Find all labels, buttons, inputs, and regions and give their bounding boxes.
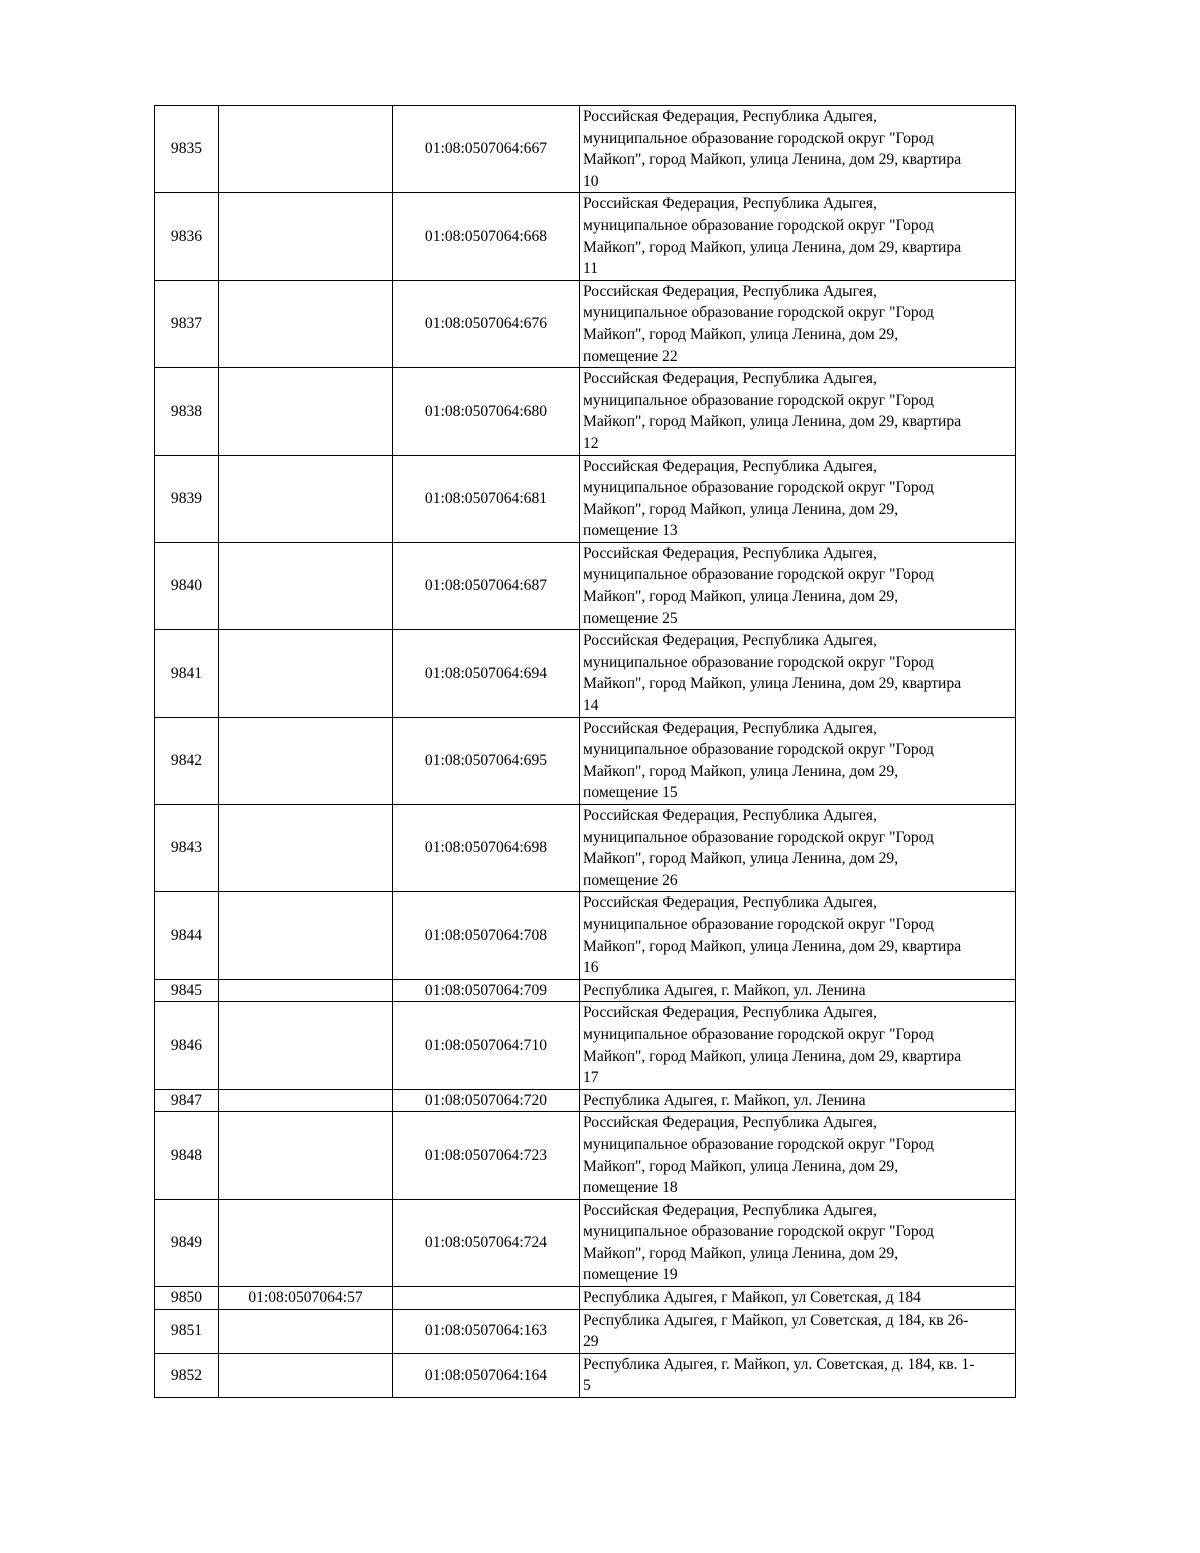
address-cell: Российская Федерация, Республика Адыгея, муниципальное образование городской округ "Город Майкоп", город Майкоп, улица Ленина, дом 29, квартира 17 (580, 1002, 1016, 1089)
table-row (155, 1199, 1016, 1286)
table-row (155, 455, 1016, 542)
table-row (155, 542, 1016, 629)
row-number: 9847 (155, 1089, 219, 1112)
address-cell: Республика Адыгея, г. Майкоп, ул. Ленина (580, 1089, 1016, 1112)
object-cadastral-number: 01:08:0507064:709 (393, 979, 580, 1002)
land-cadastral-number (219, 1309, 393, 1353)
land-cadastral-number (219, 892, 393, 979)
address-cell: Российская Федерация, Республика Адыгея, муниципальное образование городской округ "Город Майкоп", город Майкоп, улица Ленина, дом 29, помещение 22 (580, 280, 1016, 367)
land-cadastral-number (219, 542, 393, 629)
address-cell: Российская Федерация, Республика Адыгея, муниципальное образование городской округ "Город Майкоп", город Майкоп, улица Ленина, дом 29, помещение 25 (580, 542, 1016, 629)
land-cadastral-number (219, 193, 393, 280)
object-cadastral-number: 01:08:0507064:687 (393, 542, 580, 629)
table-row (155, 1287, 1016, 1310)
object-cadastral-number: 01:08:0507064:164 (393, 1353, 580, 1397)
row-number: 9840 (155, 542, 219, 629)
land-cadastral-number (219, 280, 393, 367)
row-number: 9851 (155, 1309, 219, 1353)
object-cadastral-number: 01:08:0507064:163 (393, 1309, 580, 1353)
address-cell: Российская Федерация, Республика Адыгея, муниципальное образование городской округ "Город Майкоп", город Майкоп, улица Ленина, дом 29, квартира 12 (580, 368, 1016, 455)
row-number: 9852 (155, 1353, 219, 1397)
table-row (155, 717, 1016, 804)
table-row (155, 106, 1016, 193)
land-cadastral-number (219, 1112, 393, 1199)
row-number: 9837 (155, 280, 219, 367)
table-row (155, 630, 1016, 717)
row-number: 9836 (155, 193, 219, 280)
address-cell: Российская Федерация, Республика Адыгея, муниципальное образование городской округ "Город Майкоп", город Майкоп, улица Ленина, дом 29, квартира 14 (580, 630, 1016, 717)
object-cadastral-number (393, 1287, 580, 1310)
object-cadastral-number: 01:08:0507064:708 (393, 892, 580, 979)
table-row (155, 1112, 1016, 1199)
row-number: 9839 (155, 455, 219, 542)
address-cell: Республика Адыгея, г Майкоп, ул Советская, д 184, кв 26- 29 (580, 1309, 1016, 1353)
land-cadastral-number (219, 1199, 393, 1286)
object-cadastral-number: 01:08:0507064:667 (393, 106, 580, 193)
address-cell: Республика Адыгея, г Майкоп, ул Советская, д 184 (580, 1287, 1016, 1310)
table-row (155, 805, 1016, 892)
land-cadastral-number (219, 979, 393, 1002)
table-row (155, 280, 1016, 367)
address-cell: Российская Федерация, Республика Адыгея, муниципальное образование городской округ "Город Майкоп", город Майкоп, улица Ленина, дом 29, помещение 19 (580, 1199, 1016, 1286)
object-cadastral-number: 01:08:0507064:681 (393, 455, 580, 542)
address-cell: Российская Федерация, Республика Адыгея, муниципальное образование городской округ "Город Майкоп", город Майкоп, улица Ленина, дом 29, помещение 15 (580, 717, 1016, 804)
object-cadastral-number: 01:08:0507064:676 (393, 280, 580, 367)
table-row (155, 1002, 1016, 1089)
object-cadastral-number: 01:08:0507064:720 (393, 1089, 580, 1112)
row-number: 9850 (155, 1287, 219, 1310)
land-cadastral-number (219, 717, 393, 804)
address-cell: Республика Адыгея, г. Майкоп, ул. Советская, д. 184, кв. 1- 5 (580, 1353, 1016, 1397)
table-row (155, 979, 1016, 1002)
table-row (155, 1309, 1016, 1353)
row-number: 9849 (155, 1199, 219, 1286)
table-row (155, 193, 1016, 280)
object-cadastral-number: 01:08:0507064:698 (393, 805, 580, 892)
registry-table (154, 105, 1016, 1398)
land-cadastral-number (219, 630, 393, 717)
land-cadastral-number (219, 805, 393, 892)
registry-table-body (155, 106, 1016, 1398)
row-number: 9843 (155, 805, 219, 892)
row-number: 9841 (155, 630, 219, 717)
address-cell: Российская Федерация, Республика Адыгея, муниципальное образование городской округ "Город Майкоп", город Майкоп, улица Ленина, дом 29, помещение 18 (580, 1112, 1016, 1199)
row-number: 9838 (155, 368, 219, 455)
land-cadastral-number (219, 368, 393, 455)
land-cadastral-number (219, 455, 393, 542)
land-cadastral-number (219, 106, 393, 193)
address-cell: Российская Федерация, Республика Адыгея, муниципальное образование городской округ "Город Майкоп", город Майкоп, улица Ленина, дом 29, квартира 16 (580, 892, 1016, 979)
table-row (155, 1353, 1016, 1397)
address-cell: Российская Федерация, Республика Адыгея, муниципальное образование городской округ "Город Майкоп", город Майкоп, улица Ленина, дом 29, помещение 26 (580, 805, 1016, 892)
object-cadastral-number: 01:08:0507064:723 (393, 1112, 580, 1199)
object-cadastral-number: 01:08:0507064:680 (393, 368, 580, 455)
object-cadastral-number: 01:08:0507064:695 (393, 717, 580, 804)
object-cadastral-number: 01:08:0507064:724 (393, 1199, 580, 1286)
row-number: 9845 (155, 979, 219, 1002)
row-number: 9846 (155, 1002, 219, 1089)
address-cell: Российская Федерация, Республика Адыгея, муниципальное образование городской округ "Город Майкоп", город Майкоп, улица Ленина, дом 29, квартира 11 (580, 193, 1016, 280)
object-cadastral-number: 01:08:0507064:710 (393, 1002, 580, 1089)
object-cadastral-number: 01:08:0507064:694 (393, 630, 580, 717)
table-row (155, 1089, 1016, 1112)
land-cadastral-number (219, 1353, 393, 1397)
address-cell: Российская Федерация, Республика Адыгея, муниципальное образование городской округ "Город Майкоп", город Майкоп, улица Ленина, дом 29, помещение 13 (580, 455, 1016, 542)
land-cadastral-number (219, 1002, 393, 1089)
row-number: 9848 (155, 1112, 219, 1199)
row-number: 9842 (155, 717, 219, 804)
land-cadastral-number (219, 1089, 393, 1112)
row-number: 9835 (155, 106, 219, 193)
object-cadastral-number: 01:08:0507064:668 (393, 193, 580, 280)
table-row (155, 892, 1016, 979)
address-cell: Республика Адыгея, г. Майкоп, ул. Ленина (580, 979, 1016, 1002)
land-cadastral-number: 01:08:0507064:57 (219, 1287, 393, 1310)
row-number: 9844 (155, 892, 219, 979)
address-cell: Российская Федерация, Республика Адыгея, муниципальное образование городской округ "Город Майкоп", город Майкоп, улица Ленина, дом 29, квартира 10 (580, 106, 1016, 193)
table-row (155, 368, 1016, 455)
